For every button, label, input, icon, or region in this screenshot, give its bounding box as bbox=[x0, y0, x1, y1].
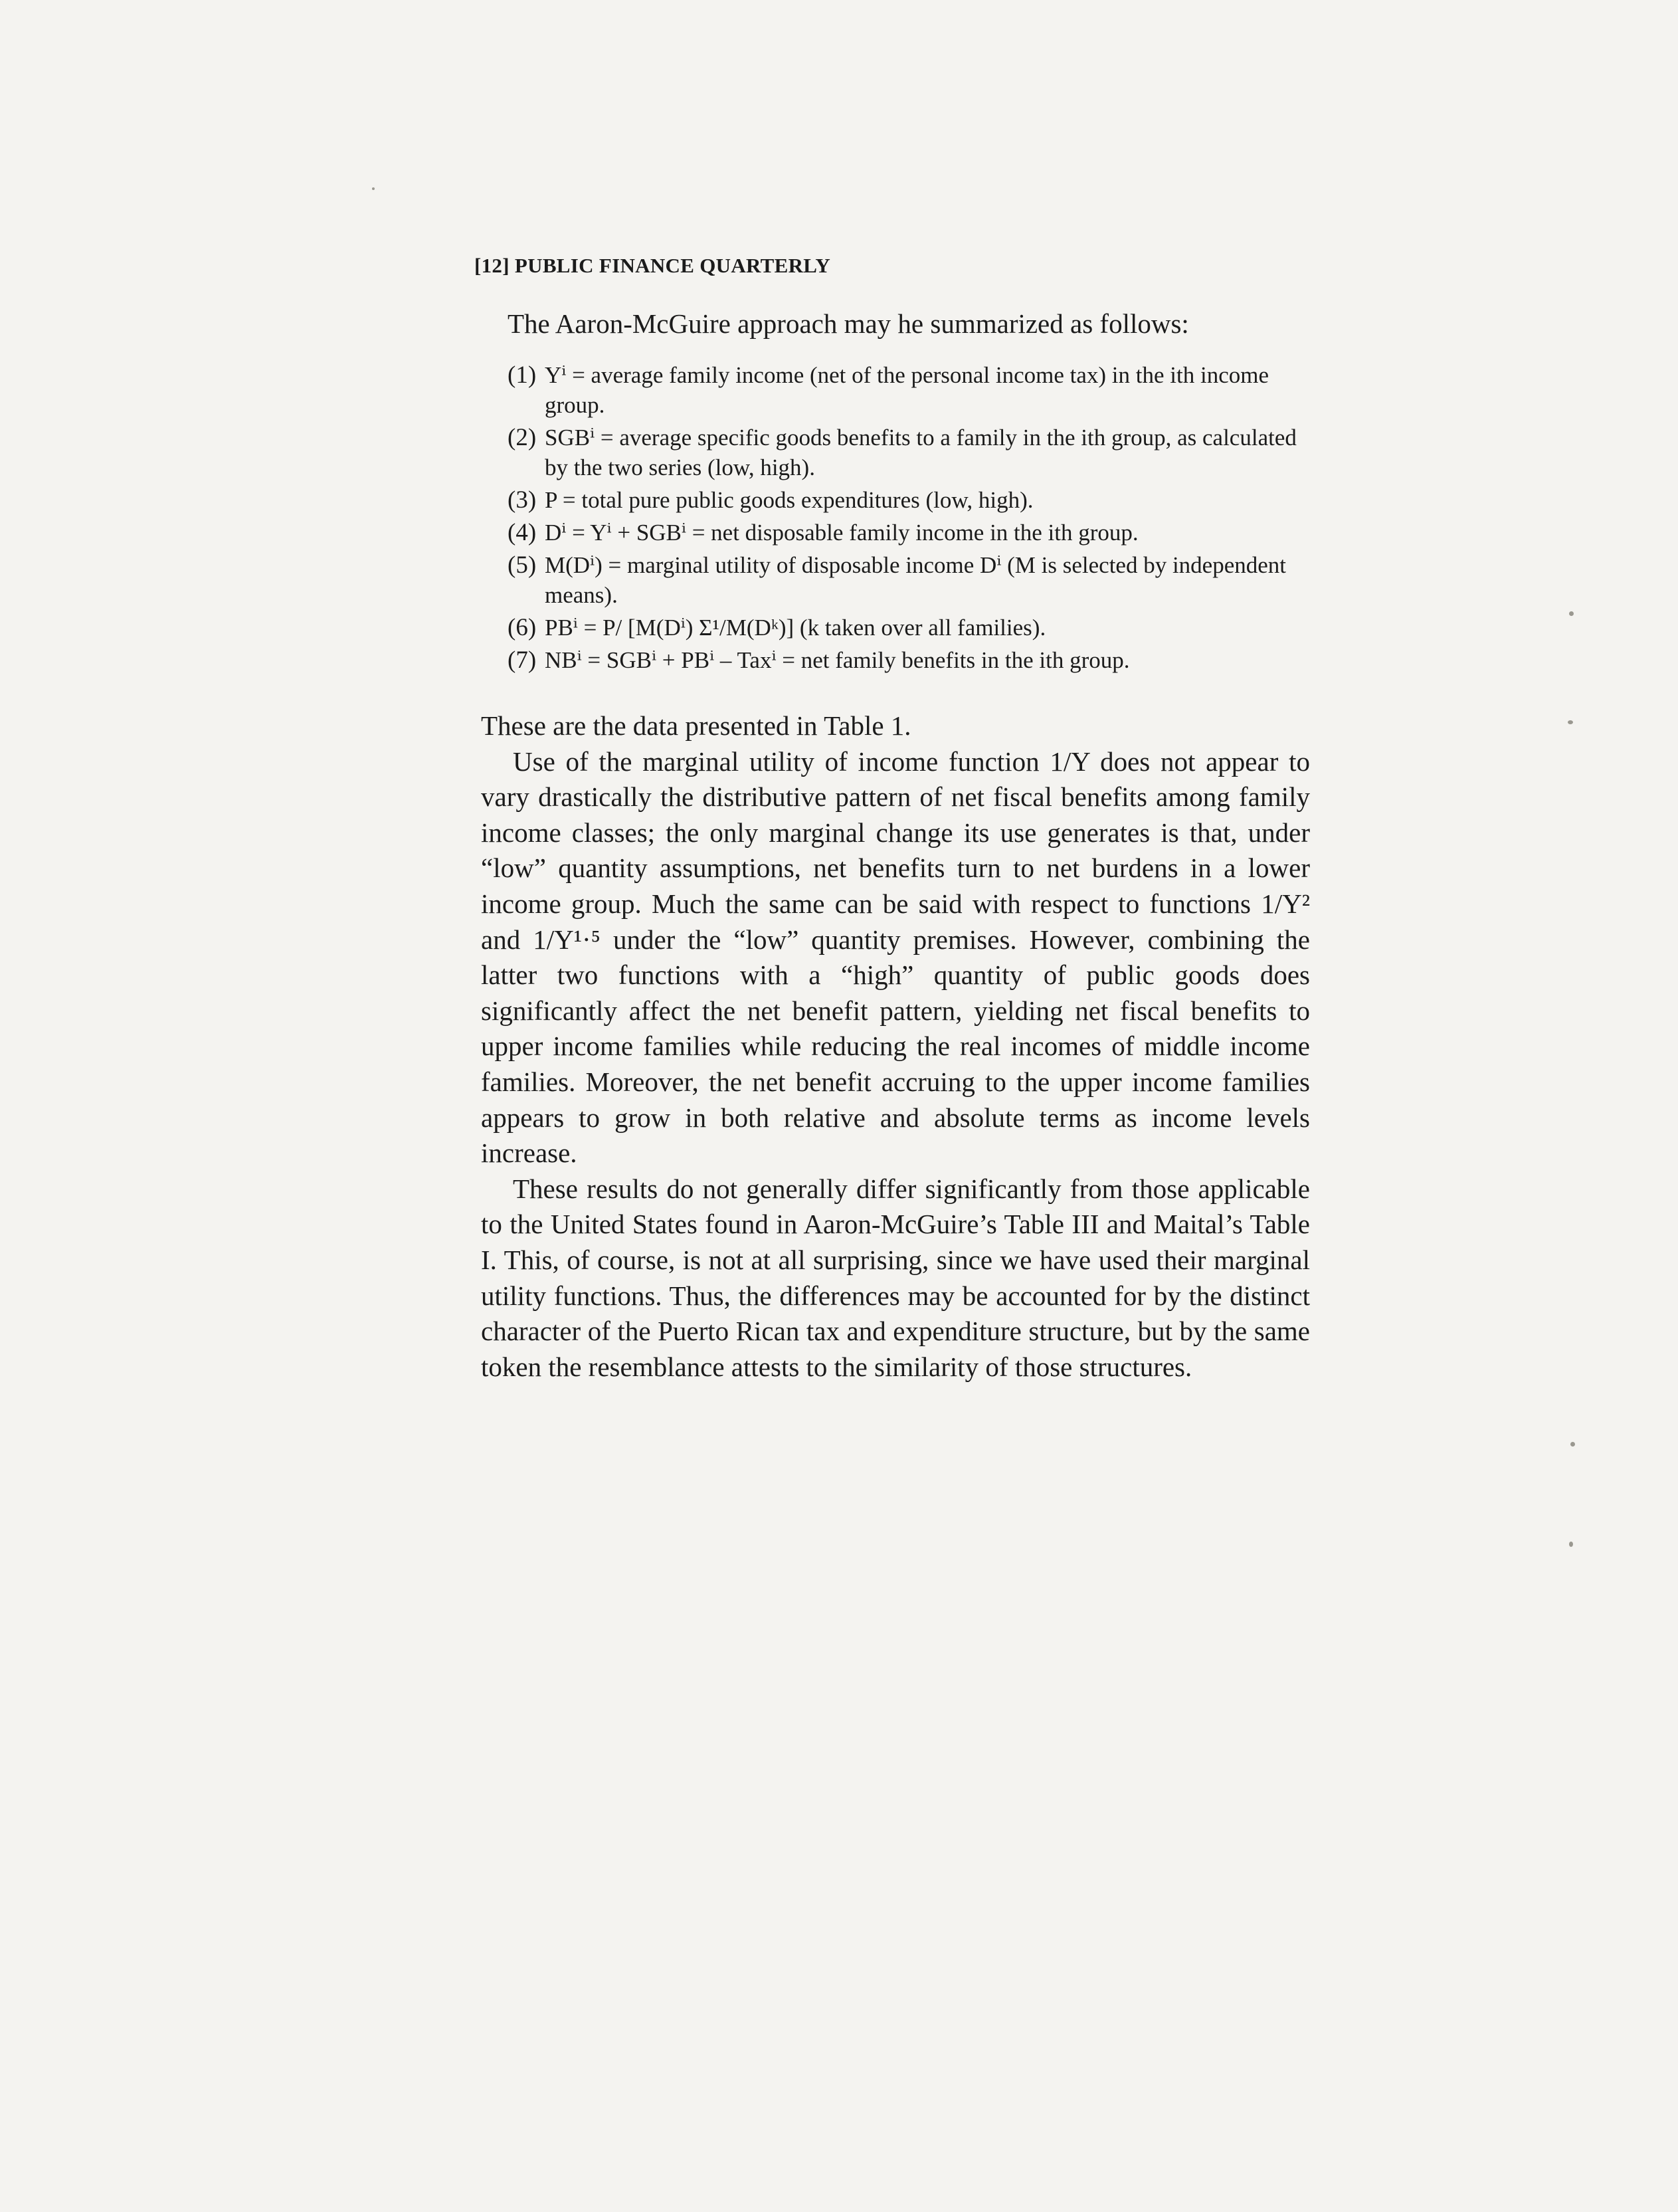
running-head: [12] PUBLIC FINANCE QUARTERLY bbox=[474, 254, 831, 277]
formula-item bbox=[508, 518, 1310, 548]
formula-item bbox=[508, 360, 1310, 420]
scan-speck bbox=[1569, 611, 1574, 616]
formula-text: NBⁱ = SGBⁱ + PBⁱ – Taxⁱ = net family benefits in the ith group. bbox=[545, 647, 1130, 673]
formula-number: (2) bbox=[508, 424, 537, 451]
intro-sentence: The Aaron-McGuire approach may he summarized as follows: bbox=[508, 308, 1189, 339]
formula-text: Yⁱ = average family income (net of the personal income tax) in the ith income group. bbox=[545, 362, 1269, 418]
scan-speck bbox=[1569, 1542, 1573, 1547]
formula-number: (3) bbox=[508, 486, 537, 514]
formula-number: (1) bbox=[508, 361, 537, 389]
formula-text: PBⁱ = P/ [M(Dⁱ) Σ¹/M(Dᵏ)] (k taken over all families). bbox=[545, 615, 1046, 641]
body-paragraph: Use of the marginal utility of income function 1/Y does not appear to vary drastically the distributive pattern of net fiscal benefits among family income classes; the only marginal change its use generates is that, under “low” quantity assumptions, net benefits turn to net burdens in a lower income group. Much the same can be said with respect to functions 1/Y² and 1/Y¹·⁵ under the “low” quantity premises. However, combining the latter two functions with a “high” quantity of public goods does significantly affect the net benefit pattern, yielding net fiscal benefits to upper income families while reducing the real incomes of middle income families. Moreover, the net benefit accruing to the upper income families appears to grow in both relative and absolute terms as income levels increase. bbox=[481, 746, 1310, 1169]
formula-item bbox=[508, 645, 1310, 675]
scan-speck bbox=[1568, 720, 1573, 724]
formula-text: P = total pure public goods expenditures (low, high). bbox=[545, 487, 1034, 513]
formula-number: (5) bbox=[508, 552, 537, 579]
scan-speck bbox=[372, 187, 375, 190]
formula-number: (4) bbox=[508, 519, 537, 546]
formula-text: M(Dⁱ) = marginal utility of disposable income Dⁱ (M is selected by independent means). bbox=[545, 552, 1287, 608]
formula-number: (6) bbox=[508, 614, 537, 641]
formula-item bbox=[508, 550, 1310, 610]
body-paragraph: These results do not generally differ significantly from those applicable to the United States found in Aaron-McGuire’s Table III and Maital’s Table I. This, of course, is not at all surprising, since we have used their marginal utility functions. Thus, the differences may be accounted for by the distinct character of the Puerto Rican tax and expenditure structure, but by the same token the resemblance attests to the similarity of those structures. bbox=[481, 1173, 1310, 1382]
formula-list bbox=[481, 360, 1310, 675]
page-body bbox=[481, 306, 1310, 1385]
formula-item bbox=[508, 423, 1310, 482]
formula-item bbox=[508, 613, 1310, 643]
body-paragraph: These are the data presented in Table 1. bbox=[481, 710, 911, 741]
formula-item bbox=[508, 485, 1310, 515]
formula-number: (7) bbox=[508, 647, 537, 674]
formula-text: Dⁱ = Yⁱ + SGBⁱ = net disposable family income in the ith group. bbox=[545, 520, 1139, 546]
scan-speck bbox=[1570, 1442, 1575, 1447]
formula-text: SGBⁱ = average specific goods benefits to a family in the ith group, as calculated by the two series (low, high). bbox=[545, 425, 1297, 480]
